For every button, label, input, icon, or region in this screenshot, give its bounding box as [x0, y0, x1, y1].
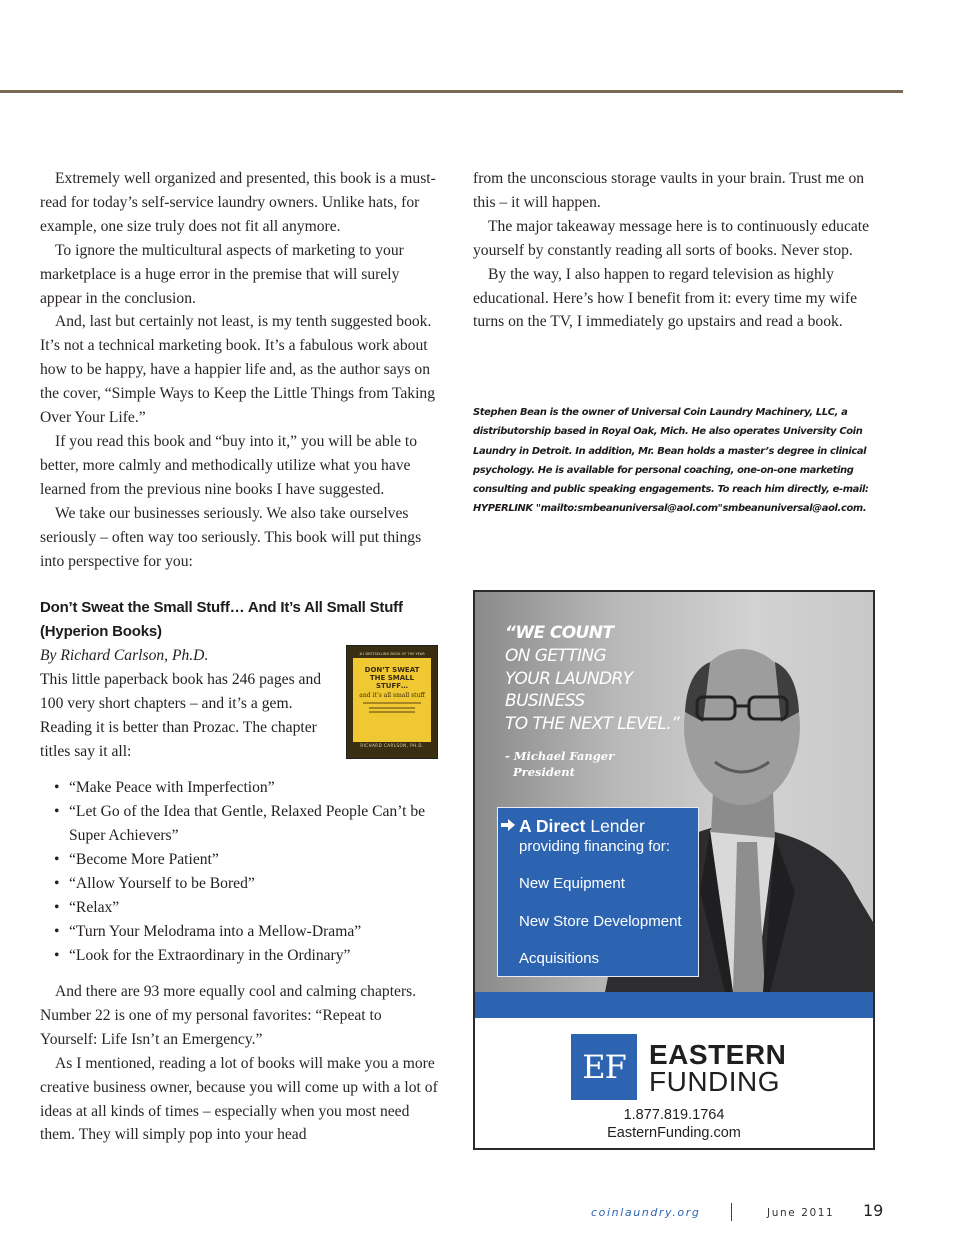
left-column-continued	[40, 980, 438, 1147]
cover-rule	[363, 702, 421, 704]
quote-line: YOUR LAUNDRY	[505, 668, 633, 689]
quote-line: ON GETTING	[505, 645, 607, 666]
cover-tagline: #1 BESTSELLING BOOK OF THE YEAR	[359, 652, 425, 656]
page-number: 19	[863, 1201, 884, 1220]
cover-title-line1: DON’T SWEAT	[364, 666, 420, 674]
paragraph: The major takeaway message here is to continuously educate yourself by constantly reading all sorts of books. Never stop.	[473, 217, 870, 259]
brand-name-line2: FUNDING	[649, 1066, 781, 1097]
list-item: • “Allow Yourself to be Bored”	[54, 872, 444, 896]
lender-subheading: providing financing for:	[519, 838, 670, 855]
paragraph: We take our businesses seriously. We also take ourselves seriously – often way too seriously. This book will put things into perspective for you:	[40, 504, 422, 570]
chapter-list	[54, 776, 444, 968]
eastern-funding-advertisement[interactable]	[473, 590, 875, 1150]
book-title: Don’t Sweat the Small Stuff… And It’s All Small Stuff	[40, 599, 403, 616]
quote-line: “WE COUNT	[505, 623, 614, 643]
ad-quote	[505, 622, 679, 736]
paragraph: from the unconscious storage vaults in your brain. Trust me on this – it will happen.	[473, 170, 865, 211]
ad-blue-band	[475, 992, 873, 1018]
attribution-title: President	[513, 765, 575, 779]
book-intro: This little paperback book has 246 pages and 100 very short chapters – and it’s a gem. Reading it is better than Prozac. The chapter titles say it all:	[40, 671, 322, 760]
cover-panel	[353, 658, 431, 742]
list-item: • “Make Peace with Imperfection”	[54, 776, 444, 800]
list-item: • “Look for the Extraordinary in the Ordinary”	[54, 944, 444, 968]
cover-rule	[369, 707, 415, 709]
paragraph: By the way, I also happen to regard television as highly educational. Here’s how I benefit from it: every time my wife turns on the TV, I immediately go upstairs and read a book.	[473, 265, 858, 331]
quote-line: TO THE NEXT LEVEL.”	[505, 714, 680, 735]
paragraph: And, last but certainly not least, is my tenth suggested book. It’s not a technical marketing book. It’s a fabulous work about how to be happy, have a happier life and, as the author says on the cover, “Simple Ways to Keep the Little Things from Taking Over Your Life.”	[40, 313, 436, 427]
paragraph: And there are 93 more equally cool and calming chapters. Number 22 is one of my personal favorites: “Repeat to Yourself: Life Isn’t an Emergency.”	[40, 983, 417, 1048]
book-cover-image	[346, 645, 438, 759]
list-item: • “Let Go of the Idea that Gentle, Relaxed People Can’t be Super Achievers”	[54, 800, 444, 848]
lender-heading-rest: Lender	[585, 816, 645, 836]
list-item: • “Turn Your Melodrama into a Mellow-Drama”	[54, 920, 444, 944]
brand-name-line1: EASTERN	[649, 1039, 787, 1070]
author-bio: Stephen Bean is the owner of Universal Coin Laundry Machinery, LLC, a distributorship based in Royal Oak, Mich. He also operates University Coin Laundry in Detroit. In addition, Mr. Bean holds a master’s degree in clinical psychology. He is available for personal coaching, one-on-one marketing consulting and public speaking engagements. To reach him directly, e-mail: HYPERLINK "mailto:smbeanuniversal@aol.com"smbeanuniversal@aol.com.	[473, 407, 869, 515]
left-column	[40, 167, 438, 573]
lender-heading-strong: A Direct	[519, 816, 586, 836]
attribution-name: - Michael Fanger	[505, 749, 615, 763]
quote-line: BUSINESS	[505, 691, 585, 712]
list-item: • “Become More Patient”	[54, 848, 444, 872]
lender-item: New Equipment	[519, 875, 625, 892]
lender-info-box	[497, 807, 699, 977]
cover-subtitle: and it’s all small stuff	[359, 692, 425, 699]
right-column	[473, 167, 875, 334]
cover-rule	[369, 711, 415, 713]
list-item: • “Relax”	[54, 896, 444, 920]
arrow-right-icon	[500, 818, 516, 832]
top-rule	[0, 90, 903, 93]
ad-website-link[interactable]: EasternFunding.com	[607, 1125, 741, 1141]
book-author: By Richard Carlson, Ph.D.	[40, 647, 209, 664]
paragraph: Extremely well organized and presented, this book is a must-read for today’s self-service laundry owners. Unlike hats, for example, one size truly does not fit all anymore.	[40, 170, 436, 235]
footer-divider	[731, 1203, 732, 1221]
paragraph: If you read this book and “buy into it,” you will be able to better, more calmly and methodically utilize what you have learned from the previous nine books I have suggested.	[40, 432, 418, 498]
lender-item: New Store Development	[519, 913, 682, 930]
cover-author: RICHARD CARLSON, PH.D.	[360, 743, 424, 748]
lender-item: Acquisitions	[519, 950, 600, 967]
footer-date: June 2011	[767, 1207, 835, 1219]
ad-phone[interactable]: 1.877.819.1764	[623, 1107, 725, 1123]
quote-attribution	[505, 748, 614, 780]
ad-brand-area	[475, 1018, 873, 1148]
lender-heading	[519, 815, 645, 837]
book-publisher: (Hyperion Books)	[40, 623, 162, 640]
paragraph: As I mentioned, reading a lot of books will make you a more creative business owner, because you will come up with a lot of ideas at all kinds of times – especially when you most need them. They will simply pop into your head	[40, 1054, 438, 1144]
paragraph: To ignore the multicultural aspects of marketing to your marketplace is a huge error in the premise that will surely appear in the conclusion.	[40, 241, 404, 307]
ef-logo: EF	[571, 1034, 637, 1100]
cover-title-line2: THE SMALL STUFF…	[369, 674, 415, 690]
footer-site-link[interactable]: coinlaundry.org	[591, 1206, 701, 1219]
